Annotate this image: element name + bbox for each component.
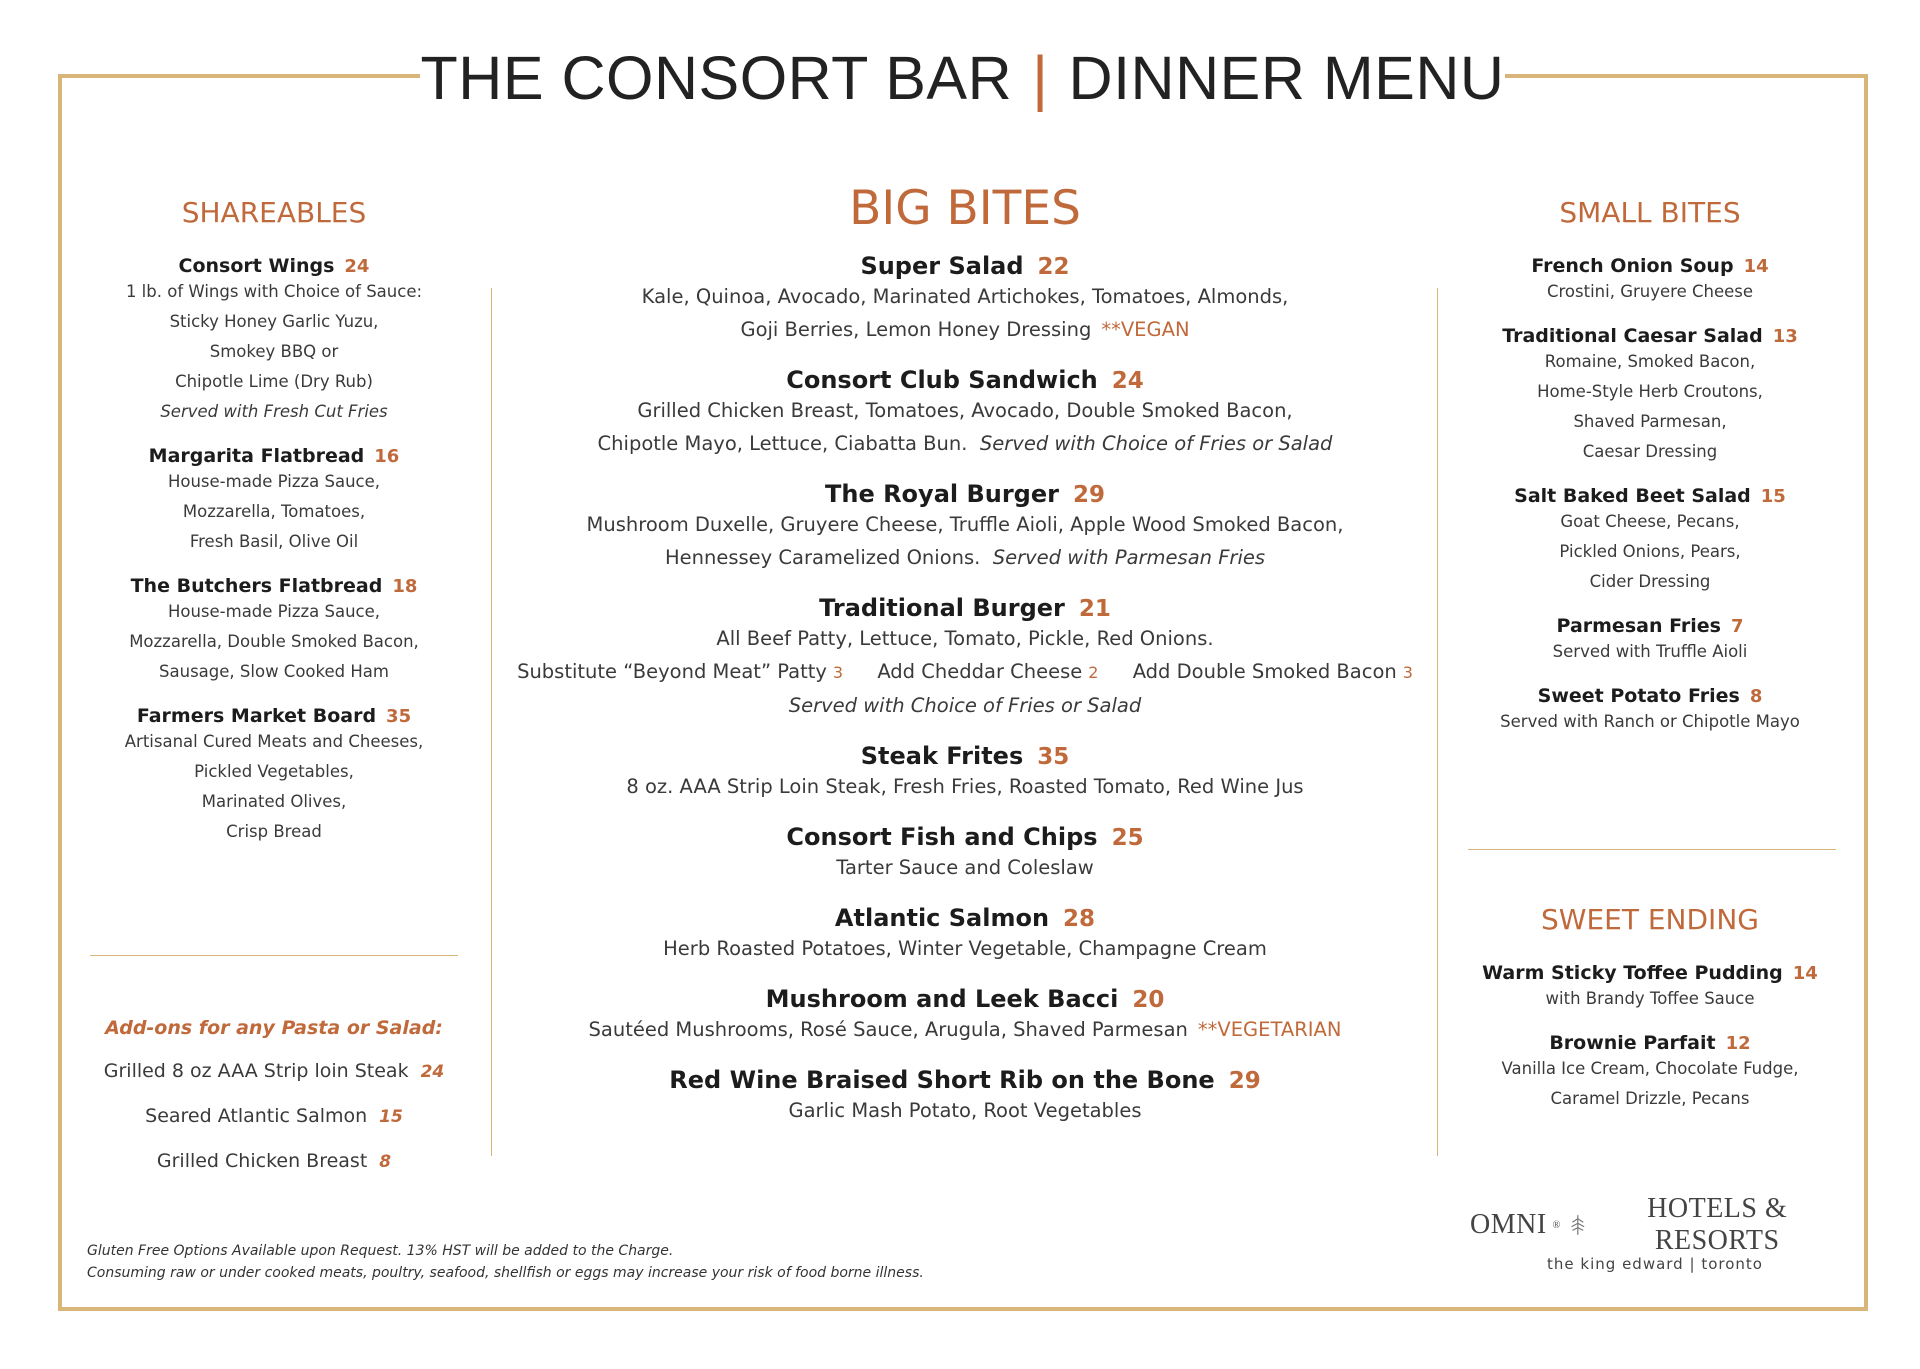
item-desc — [92, 467, 456, 557]
menu-item — [92, 575, 456, 687]
desc-note: Served with Fresh Cut Fries — [160, 402, 388, 421]
footnote — [87, 1240, 924, 1284]
item-price: 14 — [1792, 963, 1818, 984]
item-price: 14 — [1743, 256, 1769, 277]
item-desc — [92, 277, 456, 427]
title-venue: THE CONSORT BAR — [420, 44, 1013, 112]
item-name: Consort Wings — [178, 255, 335, 277]
item-desc — [92, 727, 456, 847]
item-name: Brownie Parfait — [1549, 1032, 1716, 1054]
item-price: 15 — [1760, 486, 1786, 507]
desc-line: Grilled Chicken Breast, Tomatoes, Avocado, Double Smoked Bacon, — [637, 399, 1293, 422]
tree-icon — [1567, 1212, 1589, 1238]
menu-item — [1465, 325, 1835, 467]
sweet-ending-heading: SWEET ENDING — [1541, 903, 1759, 936]
menu-item — [500, 985, 1430, 1046]
menu-item — [500, 742, 1430, 803]
item-name: Salt Baked Beet Salad — [1514, 485, 1751, 507]
shareables-heading: SHAREABLES — [181, 196, 367, 229]
item-price: 7 — [1730, 616, 1744, 637]
item-price: 24 — [344, 256, 370, 277]
item-desc — [500, 622, 1430, 722]
desc-line: Kale, Quinoa, Avocado, Marinated Artichokes, Tomatoes, Almonds, — [641, 285, 1289, 308]
desc-line: Mozzarella, Tomatoes, — [182, 502, 366, 521]
desc-line: Pickled Vegetables, — [194, 762, 354, 781]
desc-line: All Beef Patty, Lettuce, Tomato, Pickle, Red Onions. — [716, 627, 1214, 650]
addon-name: Grilled 8 oz AAA Strip loin Steak — [103, 1060, 409, 1082]
desc-line: with Brandy Toffee Sauce — [1545, 989, 1755, 1008]
desc-line: Home-Style Herb Croutons, — [1537, 382, 1763, 401]
item-desc — [1465, 984, 1835, 1014]
menu-item — [92, 445, 456, 557]
item-name: Consort Club Sandwich — [786, 366, 1098, 394]
menu-item — [1465, 685, 1835, 737]
item-desc — [500, 394, 1430, 460]
item-price: 20 — [1132, 987, 1165, 1013]
title-separator: | — [1032, 44, 1049, 112]
addon-item — [92, 1094, 456, 1139]
item-price: 18 — [392, 576, 418, 597]
item-name: Red Wine Braised Short Rib on the Bone — [669, 1066, 1215, 1094]
item-price: 35 — [1037, 744, 1070, 770]
item-name: Steak Frites — [860, 742, 1024, 770]
desc-line: 1 lb. of Wings with Choice of Sauce: — [125, 282, 423, 301]
divider — [90, 955, 458, 956]
addon-price: 15 — [379, 1107, 403, 1127]
item-price: 12 — [1725, 1033, 1751, 1054]
item-desc — [92, 597, 456, 687]
desc-line: Marinated Olives, — [201, 792, 347, 811]
desc-line: Shaved Parmesan, — [1573, 412, 1727, 431]
column-divider-right — [1437, 288, 1438, 1156]
desc-line: Fresh Basil, Olive Oil — [189, 532, 359, 551]
menu-item — [500, 366, 1430, 460]
desc-line: Crisp Bread — [226, 822, 322, 841]
item-price: 29 — [1072, 482, 1105, 508]
addons-section — [92, 1017, 456, 1184]
shareables-column — [92, 196, 456, 865]
sweet-ending-section — [1465, 903, 1835, 1132]
burger-addon: Substitute “Beyond Meat” Patty 3 — [517, 660, 844, 683]
logo-wordmark: OMNI ® HOTELS & RESORTS — [1470, 1193, 1788, 1256]
desc-line: Mushroom Duxelle, Gruyere Cheese, Truffle Aioli, Apple Wood Smoked Bacon, — [586, 513, 1344, 536]
desc-line: Romaine, Smoked Bacon, — [1544, 352, 1756, 371]
item-name: Atlantic Salmon — [834, 904, 1050, 932]
desc-note: Served with Choice of Fries or Salad — [979, 432, 1333, 455]
item-desc — [500, 508, 1430, 574]
menu-item — [92, 255, 456, 427]
footnote-line: Consuming raw or under cooked meats, poultry, seafood, shellfish or eggs may increase your risk of food borne illness. — [87, 1265, 924, 1281]
menu-item — [1465, 962, 1835, 1014]
desc-line: Caramel Drizzle, Pecans — [1550, 1089, 1750, 1108]
desc-line: Chipotle Mayo, Lettuce, Ciabatta Bun. Served with Choice of Fries or Salad — [597, 432, 1333, 455]
item-desc — [1465, 1054, 1835, 1114]
item-name: Mushroom and Leek Bacci — [765, 985, 1119, 1013]
item-price: 8 — [1749, 686, 1763, 707]
desc-line: Pickled Onions, Pears, — [1559, 542, 1741, 561]
desc-line: Vanilla Ice Cream, Chocolate Fudge, — [1501, 1059, 1799, 1078]
item-name: The Butchers Flatbread — [130, 575, 383, 597]
item-desc: Herb Roasted Potatoes, Winter Vegetable, Champagne Cream — [663, 937, 1267, 960]
desc-line: House-made Pizza Sauce, — [167, 472, 381, 491]
item-price: 21 — [1078, 596, 1111, 622]
menu-item — [500, 594, 1430, 722]
logo-subtitle: the king edward | toronto — [1547, 1255, 1763, 1273]
desc-line: Goji Berries, Lemon Honey Dressing **VEGAN — [740, 318, 1190, 341]
menu-item — [92, 705, 456, 847]
item-name: Traditional Caesar Salad — [1502, 325, 1763, 347]
item-desc: Garlic Mash Potato, Root Vegetables — [788, 1099, 1142, 1122]
desc-line: Hennessey Caramelized Onions. Served with Parmesan Fries — [664, 546, 1266, 569]
desc-line: Caesar Dressing — [1582, 442, 1718, 461]
menu-item — [1465, 1032, 1835, 1114]
menu-item — [500, 823, 1430, 884]
item-name: The Royal Burger — [824, 480, 1059, 508]
desc-line: Sticky Honey Garlic Yuzu, — [169, 312, 379, 331]
item-desc — [1465, 707, 1835, 737]
addon-name: Seared Atlantic Salmon — [145, 1105, 368, 1127]
desc-line: Smokey BBQ or — [209, 342, 339, 361]
column-divider-left — [491, 288, 492, 1156]
vegan-tag: **VEGAN — [1101, 318, 1190, 341]
desc-note: Served with Choice of Fries or Salad — [788, 694, 1142, 717]
item-price: 24 — [1111, 368, 1144, 394]
item-name: Margarita Flatbread — [148, 445, 365, 467]
desc-line: Sausage, Slow Cooked Ham — [159, 662, 389, 681]
addon-line — [500, 655, 1430, 689]
item-name: Parmesan Fries — [1556, 615, 1721, 637]
desc-line: Cider Dressing — [1589, 572, 1711, 591]
item-price: 25 — [1111, 825, 1144, 851]
item-name: Super Salad — [860, 252, 1024, 280]
item-name: French Onion Soup — [1531, 255, 1734, 277]
item-name: Sweet Potato Fries — [1537, 685, 1740, 707]
divider — [1468, 849, 1836, 850]
item-desc: Tarter Sauce and Coleslaw — [836, 856, 1094, 879]
title-menu: DINNER MENU — [1068, 44, 1505, 112]
footnote-line: Gluten Free Options Available upon Request. 13% HST will be added to the Charge. — [87, 1243, 674, 1259]
item-name: Farmers Market Board — [136, 705, 377, 727]
addon-item — [92, 1139, 456, 1184]
item-price: 28 — [1063, 906, 1096, 932]
item-desc: 8 oz. AAA Strip Loin Steak, Fresh Fries, Roasted Tomato, Red Wine Jus — [626, 775, 1304, 798]
addon-price: 24 — [420, 1062, 445, 1082]
item-price: 13 — [1772, 326, 1798, 347]
item-price: 29 — [1228, 1068, 1261, 1094]
addons-title: Add-ons for any Pasta or Salad: — [105, 1017, 443, 1039]
item-desc — [500, 280, 1430, 346]
item-desc: Sautéed Mushrooms, Rosé Sauce, Arugula, Shaved Parmesan **VEGETARIAN — [588, 1018, 1342, 1041]
burger-addon: Add Double Smoked Bacon 3 — [1132, 660, 1413, 683]
item-name: Consort Fish and Chips — [786, 823, 1098, 851]
item-name: Warm Sticky Toffee Pudding — [1482, 962, 1783, 984]
addon-name: Grilled Chicken Breast — [156, 1150, 368, 1172]
addon-price: 8 — [379, 1152, 392, 1172]
burger-addon: Add Cheddar Cheese 2 — [877, 660, 1099, 683]
omni-logo — [1470, 1193, 1840, 1273]
menu-item — [500, 904, 1430, 965]
item-desc — [1465, 277, 1835, 307]
menu-item — [500, 480, 1430, 574]
item-price: 35 — [386, 706, 412, 727]
desc-line: Served with Truffle Aioli — [1552, 642, 1748, 661]
desc-line: Mozzarella, Double Smoked Bacon, — [129, 632, 419, 651]
addon-item — [92, 1049, 456, 1094]
item-desc — [1465, 637, 1835, 667]
item-name: Traditional Burger — [819, 594, 1065, 622]
small-bites-column — [1465, 196, 1835, 755]
big-bites-column — [500, 181, 1430, 1147]
item-desc — [1465, 347, 1835, 467]
desc-line: Crostini, Gruyere Cheese — [1546, 282, 1753, 301]
page-title — [420, 42, 1505, 114]
menu-item — [1465, 255, 1835, 307]
menu-item — [500, 1066, 1430, 1127]
big-bites-heading: BIG BITES — [849, 181, 1081, 236]
desc-line: House-made Pizza Sauce, — [167, 602, 381, 621]
desc-note: Served with Parmesan Fries — [992, 546, 1266, 569]
item-price: 16 — [374, 446, 400, 467]
desc-line: Chipotle Lime (Dry Rub) — [175, 372, 373, 391]
menu-item — [500, 252, 1430, 346]
item-desc — [1465, 507, 1835, 597]
desc-line: Goat Cheese, Pecans, — [1560, 512, 1740, 531]
desc-line: Artisanal Cured Meats and Cheeses, — [124, 732, 424, 751]
small-bites-heading: SMALL BITES — [1559, 196, 1741, 229]
item-price: 22 — [1037, 254, 1070, 280]
desc-line: Served with Ranch or Chipotle Mayo — [1500, 712, 1800, 731]
vegetarian-tag: **VEGETARIAN — [1197, 1018, 1342, 1041]
menu-item — [1465, 485, 1835, 597]
menu-item — [1465, 615, 1835, 667]
